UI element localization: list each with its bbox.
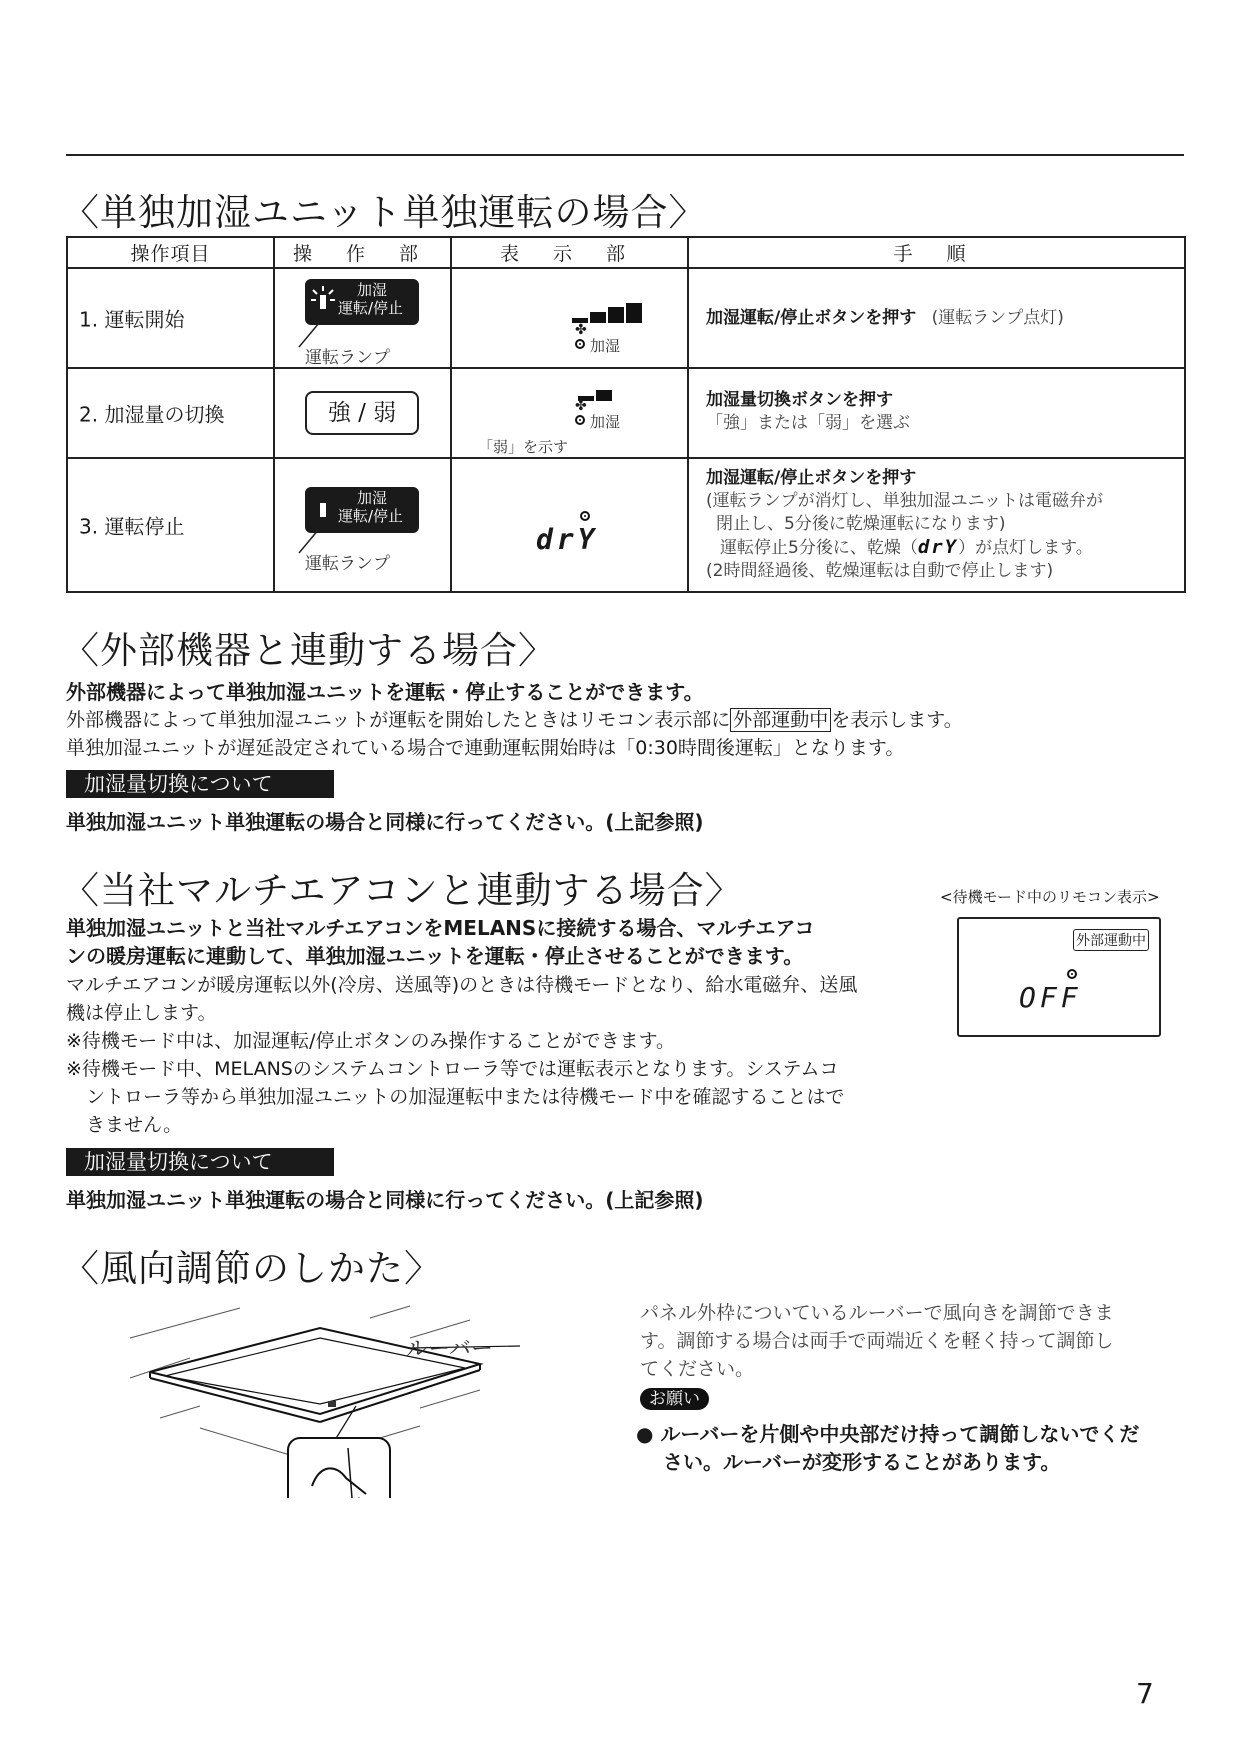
caution-line: さい。ルーバーが変形することがあります。 xyxy=(663,1450,1061,1474)
subheading-tag: 加湿量切換について xyxy=(66,1148,334,1176)
operation-table xyxy=(66,236,1186,593)
paragraph-line: ンの暖房運転に連動して、単独加湿ユニットを運転・停止させることができます。 xyxy=(66,944,804,968)
external-running-indicator: 外部運動中 xyxy=(1073,929,1149,951)
header-control: 操 作 部 xyxy=(274,237,451,268)
header-display: 表 示 部 xyxy=(451,237,688,268)
top-rule xyxy=(66,154,1184,156)
paragraph-line: 単独加湿ユニットと当社マルチエアコンをMELANSに接続する場合、マルチエアコ xyxy=(66,916,815,940)
paragraph-line: 単独加湿ユニットが遅延設定されている場合で連動運転開始時は「0:30時間後運転」となります。 xyxy=(66,737,905,759)
paragraph-line: ※待機モード中、MELANSのシステムコントローラ等では運転表示となります。システムコ xyxy=(66,1058,839,1080)
dry-inline-segment: drY xyxy=(917,536,959,558)
procedure-note: (2時間経過後、乾燥運転は自動で停止します) xyxy=(706,561,1054,581)
paragraph-line: 機は停止します。 xyxy=(66,1002,217,1024)
subheading-tag: 加湿量切換について xyxy=(66,770,334,798)
section-title-standalone: 〈単独加湿ユニット単独運転の場合〉 xyxy=(62,191,707,234)
header-item: 操作項目 xyxy=(67,237,274,268)
remote-display-caption: <待機モード中のリモコン表示> xyxy=(940,888,1160,906)
table-row xyxy=(67,458,1185,592)
paragraph-line: 単独加湿ユニット単独運転の場合と同様に行ってください。(上記参照) xyxy=(66,1188,704,1212)
paragraph-line: ントローラ等から単独加湿ユニットの加湿運転中または待機モード中を確認することはで xyxy=(86,1086,845,1108)
procedure-note: 「強」または「弱」を選ぶ xyxy=(706,413,910,433)
section-title-multi-aircon: 〈当社マルチエアコンと連動する場合〉 xyxy=(62,869,743,912)
table-row xyxy=(67,268,1185,368)
display-label: 加湿 xyxy=(590,413,621,431)
lamp-off-icon xyxy=(310,492,336,528)
procedure-note: (運転ランプ点灯) xyxy=(931,308,1064,328)
external-running-indicator: 外部運動中 xyxy=(730,708,831,732)
paragraph-line: マルチエアコンが暖房運転以外(冷房、送風等)のときは待機モードとなり、給水電磁弁、送風 xyxy=(66,974,858,996)
lamp-caption: 運転ランプ xyxy=(305,348,390,368)
row-item-label: 1. 運転開始 xyxy=(79,307,185,332)
humidify-run-stop-button[interactable] xyxy=(305,279,419,325)
text-span: を表示します。 xyxy=(831,709,963,731)
paragraph-line: 単独加湿ユニット単独運転の場合と同様に行ってください。(上記参照) xyxy=(66,810,704,834)
louver-label: ルーバー xyxy=(406,1337,493,1362)
page-number: 7 xyxy=(1136,1677,1154,1710)
button-label-top: 加湿 xyxy=(357,489,388,507)
procedure-text xyxy=(706,307,1064,330)
procedure-note: (運転ランプが消灯し、単独加湿ユニットは電磁弁が xyxy=(706,491,1103,511)
request-badge: お願い xyxy=(640,1388,709,1410)
louver-illustration xyxy=(120,1298,540,1498)
section-title-airflow: 〈風向調節のしかた〉 xyxy=(62,1247,442,1290)
section-title-external: 〈外部機器と連動する場合〉 xyxy=(62,629,556,672)
lamp-caption: 運転ランプ xyxy=(305,554,390,574)
paragraph-lead: 外部機器によって単独加湿ユニットを運転・停止することができます。 xyxy=(66,680,704,704)
fan-icon: ✤ xyxy=(575,322,587,338)
button-label-top: 加湿 xyxy=(357,281,388,299)
procedure-note: 運転停止5分後に、乾燥（ xyxy=(720,538,918,558)
lamp-lit-icon xyxy=(310,284,336,320)
remote-display-panel xyxy=(957,917,1161,1037)
header-procedure: 手 順 xyxy=(688,237,1185,268)
button-label-bottom: 運転/停止 xyxy=(338,299,404,317)
dry-segment-display: drY xyxy=(536,523,599,556)
paragraph-line xyxy=(66,705,963,732)
paragraph-line: パネル外枠についているルーバーで風向きを調節できま xyxy=(640,1302,1114,1324)
procedure-action: 加湿運転/停止ボタンを押す xyxy=(706,308,917,328)
row-item-label: 2. 加湿量の切換 xyxy=(79,402,225,427)
display-label: 加湿 xyxy=(590,337,621,355)
row-item-label: 3. 運転停止 xyxy=(79,514,185,539)
fan-icon: ✤ xyxy=(575,398,587,414)
procedure-note: 閉止し、5分後に乾燥運転になります) xyxy=(716,514,1006,534)
procedure-action: 加湿量切換ボタンを押す xyxy=(706,390,893,410)
off-segment-display: OFF xyxy=(1019,981,1082,1014)
button-label-bottom: 運転/停止 xyxy=(338,507,404,525)
indicator-dot-icon xyxy=(575,415,585,425)
text-span: 外部機器によって単独加湿ユニットが運転を開始したときはリモコン表示部に xyxy=(66,709,731,731)
procedure-text xyxy=(706,389,910,435)
humidity-level-strong-icon xyxy=(572,299,654,323)
paragraph-line: てください。 xyxy=(640,1358,755,1380)
paragraph-line: ※待機モード中は、加湿運転/停止ボタンのみ操作することができます。 xyxy=(66,1030,676,1052)
procedure-note: ）が点灯します。 xyxy=(958,538,1093,558)
procedure-action: 加湿運転/停止ボタンを押す xyxy=(706,468,917,488)
indicator-dot-icon xyxy=(575,339,585,349)
paragraph-line: きません。 xyxy=(86,1114,183,1136)
caution-line: ● ルーバーを片側や中央部だけ持って調節しないでくだ xyxy=(636,1422,1140,1446)
table-row xyxy=(67,368,1185,458)
indicator-dot-icon xyxy=(1067,969,1077,979)
strong-weak-button[interactable]: 強 / 弱 xyxy=(305,391,419,435)
indicator-dot-icon xyxy=(580,511,590,521)
paragraph-line: す。調節する場合は両手で両端近くを軽く持って調節し xyxy=(640,1330,1114,1352)
display-caption: 「弱」を示す xyxy=(478,438,569,456)
procedure-text xyxy=(706,467,1103,583)
